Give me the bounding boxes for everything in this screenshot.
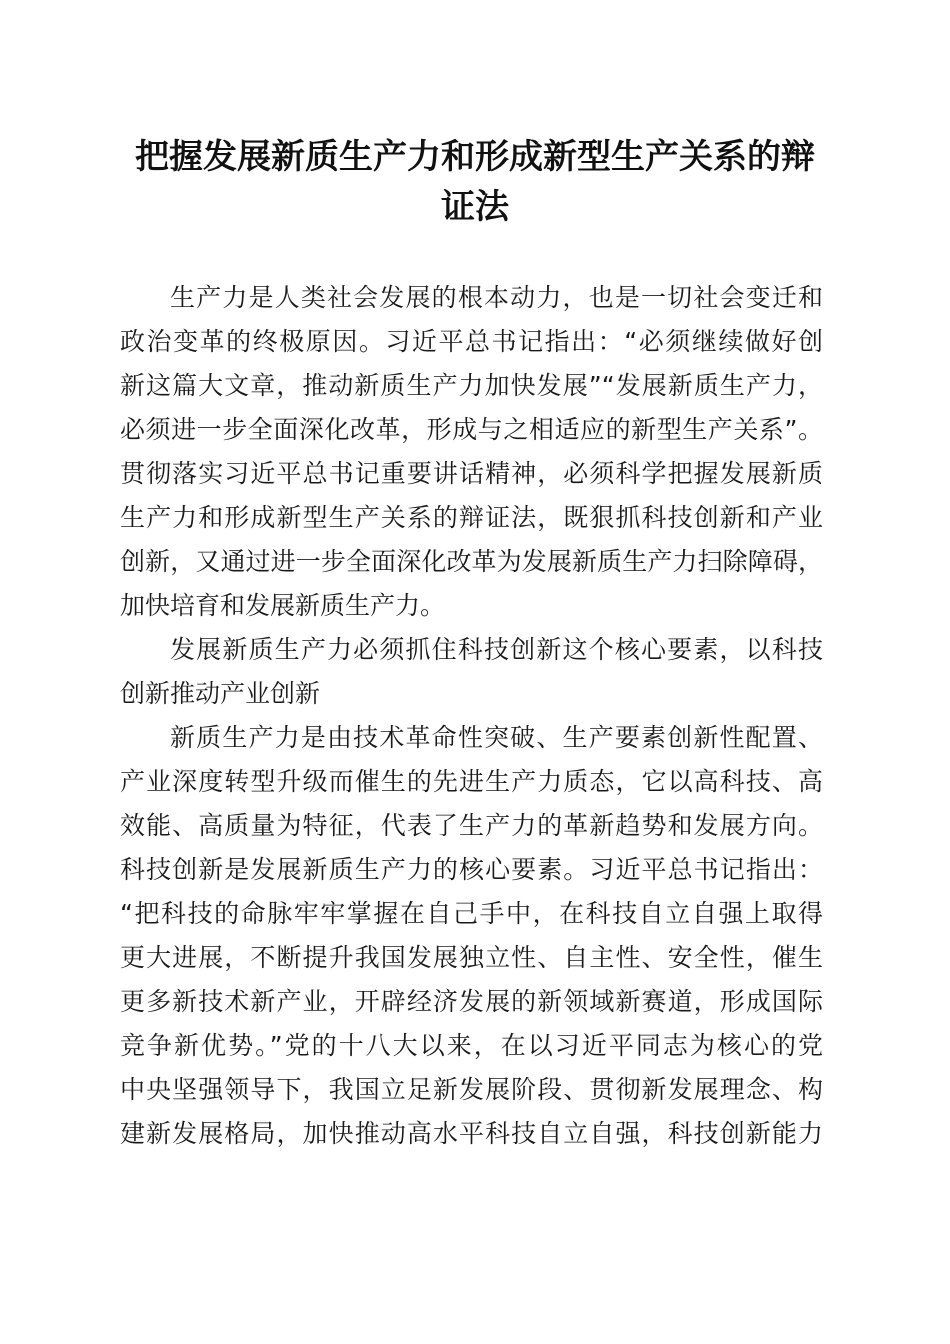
text-line: 发展新质生产力必须抓住科技创新这个核心要素，以科技 xyxy=(170,635,823,664)
text-line: 生产力和形成新型生产关系的辩证法，既狠抓科技创新和产业 xyxy=(120,503,823,532)
text-line: 新质生产力是由技术革命性突破、生产要素创新性配置、 xyxy=(170,723,823,752)
text-line: 效能、高质量为特征，代表了生产力的革新趋势和发展方向。 xyxy=(120,811,823,840)
text-line: 更大进展，不断提升我国发展独立性、自主性、安全性，催生 xyxy=(120,943,823,972)
document-body xyxy=(120,276,830,1156)
title-line-1: 把握发展新质生产力和形成新型生产关系的辩 xyxy=(135,137,815,177)
text-line: 竞争新优势。”党的十八大以来，在以习近平同志为核心的党 xyxy=(120,1031,823,1060)
document-title xyxy=(100,132,850,232)
text-line: 科技创新是发展新质生产力的核心要素。习近平总书记指出： xyxy=(120,855,823,884)
text-line: 创新，又通过进一步全面深化改革为发展新质生产力扫除障碍， xyxy=(120,547,823,576)
paragraph-1 xyxy=(120,276,830,628)
text-line: 生产力是人类社会发展的根本动力，也是一切社会变迁和 xyxy=(170,283,823,312)
title-line-2: 证法 xyxy=(441,187,509,227)
text-line: 新这篇大文章，推动新质生产力加快发展”“发展新质生产力， xyxy=(120,371,823,400)
text-line: 更多新技术新产业，开辟经济发展的新领域新赛道，形成国际 xyxy=(120,987,823,1016)
text-line: 产业深度转型升级而催生的先进生产力质态，它以高科技、高 xyxy=(120,767,823,796)
text-line: 政治变革的终极原因。习近平总书记指出：“必须继续做好创 xyxy=(120,327,823,356)
text-line: 建新发展格局，加快推动高水平科技自立自强，科技创新能力 xyxy=(120,1119,823,1148)
paragraph-3 xyxy=(120,716,830,1156)
text-line: 创新推动产业创新 xyxy=(120,679,321,708)
text-line: 加快培育和发展新质生产力。 xyxy=(120,591,446,620)
section-heading xyxy=(120,628,830,716)
text-line: 中央坚强领导下，我国立足新发展阶段、贯彻新发展理念、构 xyxy=(120,1075,823,1104)
text-line: 必须进一步全面深化改革，形成与之相适应的新型生产关系”。 xyxy=(120,415,823,444)
text-line: “把科技的命脉牢牢掌握在自己手中，在科技自立自强上取得 xyxy=(120,899,823,928)
text-line: 贯彻落实习近平总书记重要讲话精神，必须科学把握发展新质 xyxy=(120,459,823,488)
